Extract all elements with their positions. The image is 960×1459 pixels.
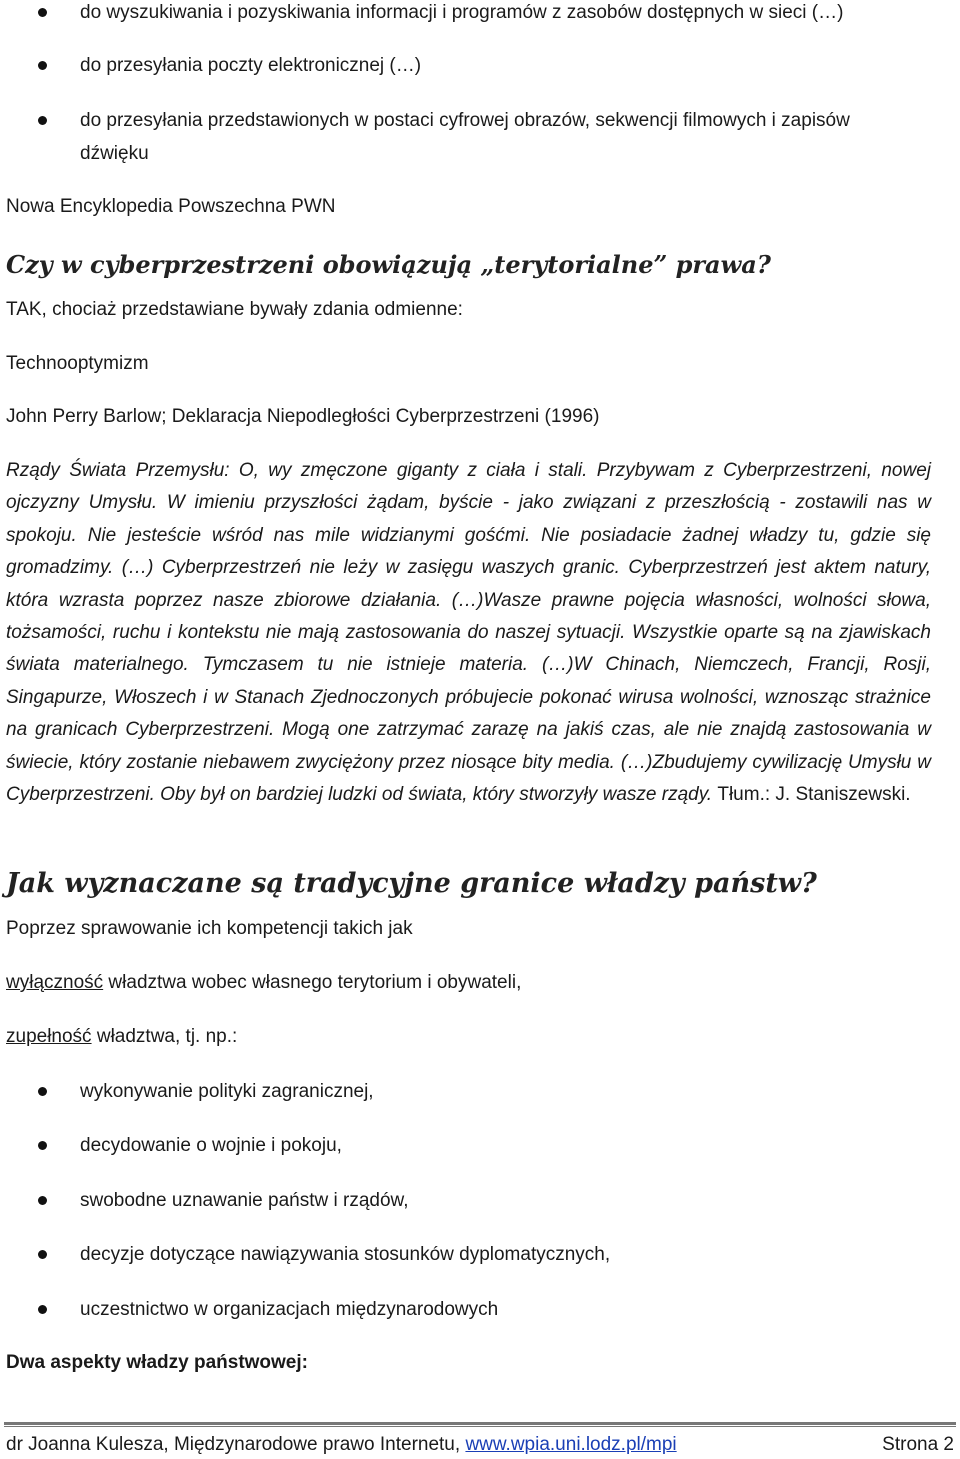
bullet-icon bbox=[38, 1196, 47, 1205]
exclusivity-rest: władztwa wobec własnego terytorium i obywateli, bbox=[103, 972, 522, 993]
bullet-icon bbox=[38, 61, 47, 70]
footer-divider-thin bbox=[4, 1426, 956, 1427]
completeness-rest: władztwa, tj. np.: bbox=[91, 1026, 238, 1047]
page-number: Strona 2 bbox=[882, 1434, 954, 1455]
list-item-continuation: dźwięku bbox=[80, 143, 149, 164]
list-item: wykonywanie polityki zagranicznej, bbox=[80, 1081, 374, 1102]
list-item: decydowanie o wojnie i pokoju, bbox=[80, 1135, 342, 1156]
exclusivity-line bbox=[6, 972, 521, 994]
bullet-icon bbox=[38, 1250, 47, 1259]
list-item: do przesyłania przedstawionych w postaci cyfrowej obrazów, sekwencji filmowych i zapisów bbox=[80, 110, 850, 131]
answer-text: TAK, chociaż przedstawiane bywały zdania odmienne: bbox=[6, 299, 463, 320]
bullet-icon bbox=[38, 8, 47, 17]
translator-credit: Tłum.: J. Staniszewski. bbox=[717, 784, 911, 806]
competences-intro: Poprzez sprawowanie ich kompetencji takich jak bbox=[6, 918, 413, 939]
list-item: do wyszukiwania i pozyskiwania informacji i programów z zasobów dostępnych w sieci (…) bbox=[80, 2, 844, 23]
technooptymizm-label: Technooptymizm bbox=[6, 353, 149, 374]
barlow-reference: John Perry Barlow; Deklaracja Niepodległości Cyberprzestrzeni (1996) bbox=[6, 406, 600, 427]
declaration-quote bbox=[6, 455, 931, 811]
completeness-term: zupełność bbox=[6, 1026, 92, 1047]
bullet-icon bbox=[38, 1141, 47, 1150]
footer-divider bbox=[4, 1422, 956, 1425]
heading-territorial-law: Czy w cyberprzestrzeni obowiązują „terytorialne” prawa? bbox=[6, 250, 771, 279]
heading-traditional-borders: Jak wyznaczane są tradycyjne granice władzy państw? bbox=[6, 868, 817, 899]
bullet-icon bbox=[38, 1087, 47, 1096]
list-item: uczestnictwo w organizacjach międzynarodowych bbox=[80, 1299, 499, 1320]
bullet-icon bbox=[38, 116, 47, 125]
quote-text: Rządy Świata Przemysłu: O, wy zmęczone giganty z ciała i stali. Przybywam z Cyberprzestrzeni, nowej ojczyzny Umysłu. W imieniu przyszłości żądam, byście - jako związani z przeszłością - zostawili nas w spokoju. Nie jesteście wśród nas mile widzianymi gośćmi. Nie posiadacie żadnej władzy tu, gdzie się gromadzimy. (…) Cyberprzestrzeń nie leży w zasięgu waszych granic. Cyberprzestrzeń jest aktem natury, która wzrasta poprzez nasze zbiorowe działania. (…)Wasze prawne pojęcia własności, wolności słowa, tożsamości, ruchu i kontekstu nie mają zastosowania do naszej sytuacji. Wszystkie oparte są na zjawiskach świata materialnego. Tymczasem tu nie istnieje materia. (…)W Chinach, Niemczech, Francji, Rosji, Singapurze, Włoszech i w Stanach Zjednoczonych próbujecie pokonać wirusa wolności, wznosząc strażnice na granicach Cyberprzestrzeni. Mogą one zatrzymać zarazę na jakiś czas, ale nie znajdą zastosowania w świecie, który zostanie niebawem zwyciężony przez niosące bity media. (…)Zbudujemy cywilizację Umysłu w Cyberprzestrzeni. Oby był on bardziej ludzki od świata, który stworzyły wasze rządy. bbox=[6, 460, 931, 806]
completeness-line bbox=[6, 1026, 237, 1048]
source-text: Nowa Encyklopedia Powszechna PWN bbox=[6, 196, 336, 217]
list-item: swobodne uznawanie państw i rządów, bbox=[80, 1190, 409, 1211]
aspects-heading: Dwa aspekty władzy państwowej: bbox=[6, 1352, 308, 1373]
exclusivity-term: wyłączność bbox=[6, 972, 104, 993]
list-item: do przesyłania poczty elektronicznej (…) bbox=[80, 55, 422, 76]
list-item: decyzje dotyczące nawiązywania stosunków dyplomatycznych, bbox=[80, 1244, 611, 1265]
bullet-icon bbox=[38, 1305, 47, 1314]
footer-text bbox=[6, 1434, 677, 1456]
footer-link[interactable]: www.wpia.uni.lodz.pl/mpi bbox=[465, 1434, 677, 1455]
footer-author: dr Joanna Kulesza, Międzynarodowe prawo Internetu, bbox=[6, 1434, 466, 1455]
